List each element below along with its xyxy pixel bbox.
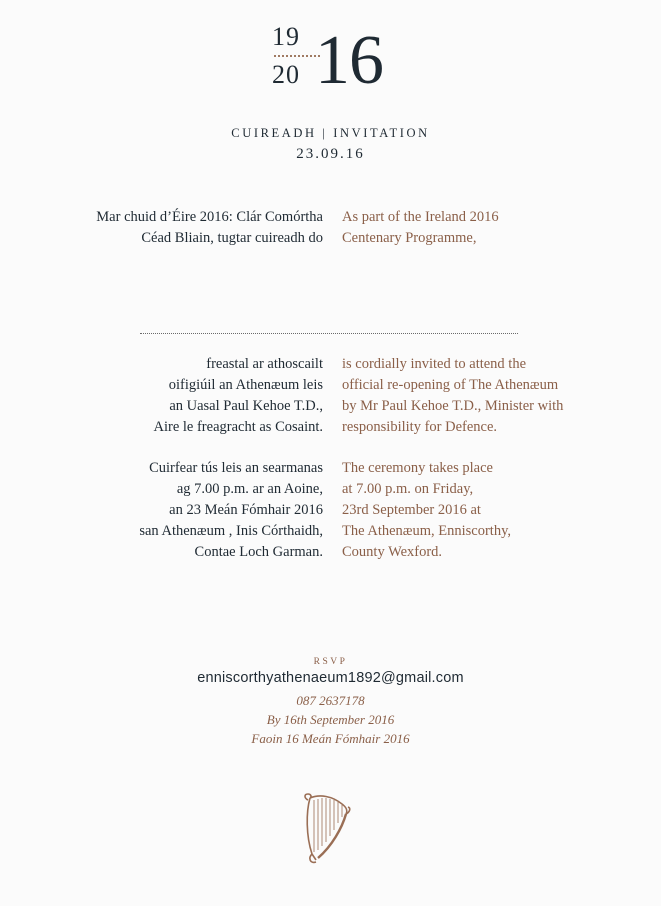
ceremony-english xyxy=(342,458,511,563)
ceremony-irish-line: Cuirfear tús leis an searmanas xyxy=(149,460,323,476)
logo-dotted-rule xyxy=(274,55,320,57)
ceremony-english-line: at 7.00 p.m. on Friday, xyxy=(342,481,474,497)
intro-english-line: Centenary Programme, xyxy=(342,230,477,246)
ceremony-english-line: The ceremony takes place xyxy=(342,460,493,476)
logo-year-big: 16 xyxy=(315,22,383,99)
rsvp-deadline-english: By 16th September 2016 xyxy=(266,712,395,727)
attend-irish-line: oifigiúil an Athenæum leis xyxy=(168,377,323,393)
attend-irish-line: Aire le freagracht as Cosaint. xyxy=(153,419,323,435)
attend-irish-line: freastal ar athoscailt xyxy=(206,356,323,372)
ceremony-english-line: 23rd September 2016 at xyxy=(342,502,481,518)
attend-irish xyxy=(154,354,324,438)
attend-irish-line: an Uasal Paul Kehoe T.D., xyxy=(169,398,323,414)
attend-english xyxy=(342,354,563,438)
ceremony-irish-line: Contae Loch Garman. xyxy=(194,544,323,560)
ceremony-english-line: County Wexford. xyxy=(342,544,443,560)
intro-irish-line: Mar chuid d’Éire 2016: Clár Comórtha xyxy=(96,209,323,225)
attend-english-line: responsibility for Defence. xyxy=(342,419,498,435)
intro-irish-line: Céad Bliain, tugtar cuireadh do xyxy=(141,230,323,246)
ceremony-irish-line: ag 7.00 p.m. ar an Aoine, xyxy=(176,481,323,497)
logo-year-bottom: 20 xyxy=(272,60,300,89)
ceremony-irish-line: an 23 Meán Fómhair 2016 xyxy=(169,502,323,518)
centenary-logo xyxy=(272,22,402,102)
harp-icon xyxy=(302,792,354,866)
intro-english xyxy=(342,207,499,249)
attend-english-line: is cordially invited to attend the xyxy=(342,356,527,372)
ceremony-irish-line: san Athenæum , Inis Córthaidh, xyxy=(139,523,323,539)
attend-english-line: by Mr Paul Kehoe T.D., Minister with xyxy=(342,398,564,414)
intro-irish xyxy=(96,207,323,249)
invitation-date: 23.09.16 xyxy=(296,146,365,162)
invitation-heading: CUIREADH | INVITATION xyxy=(231,126,430,140)
intro-english-line: As part of the Ireland 2016 xyxy=(342,209,499,225)
rsvp-phone: 087 2637178 xyxy=(296,693,365,708)
rsvp-label: RSVP xyxy=(313,657,348,667)
dotted-divider xyxy=(140,333,518,334)
rsvp-deadline-irish: Faoin 16 Meán Fómhair 2016 xyxy=(251,731,410,746)
ceremony-english-line: The Athenæum, Enniscorthy, xyxy=(342,523,512,539)
ceremony-irish xyxy=(139,458,323,563)
attend-english-line: official re-opening of The Athenæum xyxy=(342,377,559,393)
rsvp-email-link[interactable]: enniscorthyathenaeum1892@gmail.com xyxy=(197,670,464,686)
logo-year-top: 19 xyxy=(272,22,300,51)
